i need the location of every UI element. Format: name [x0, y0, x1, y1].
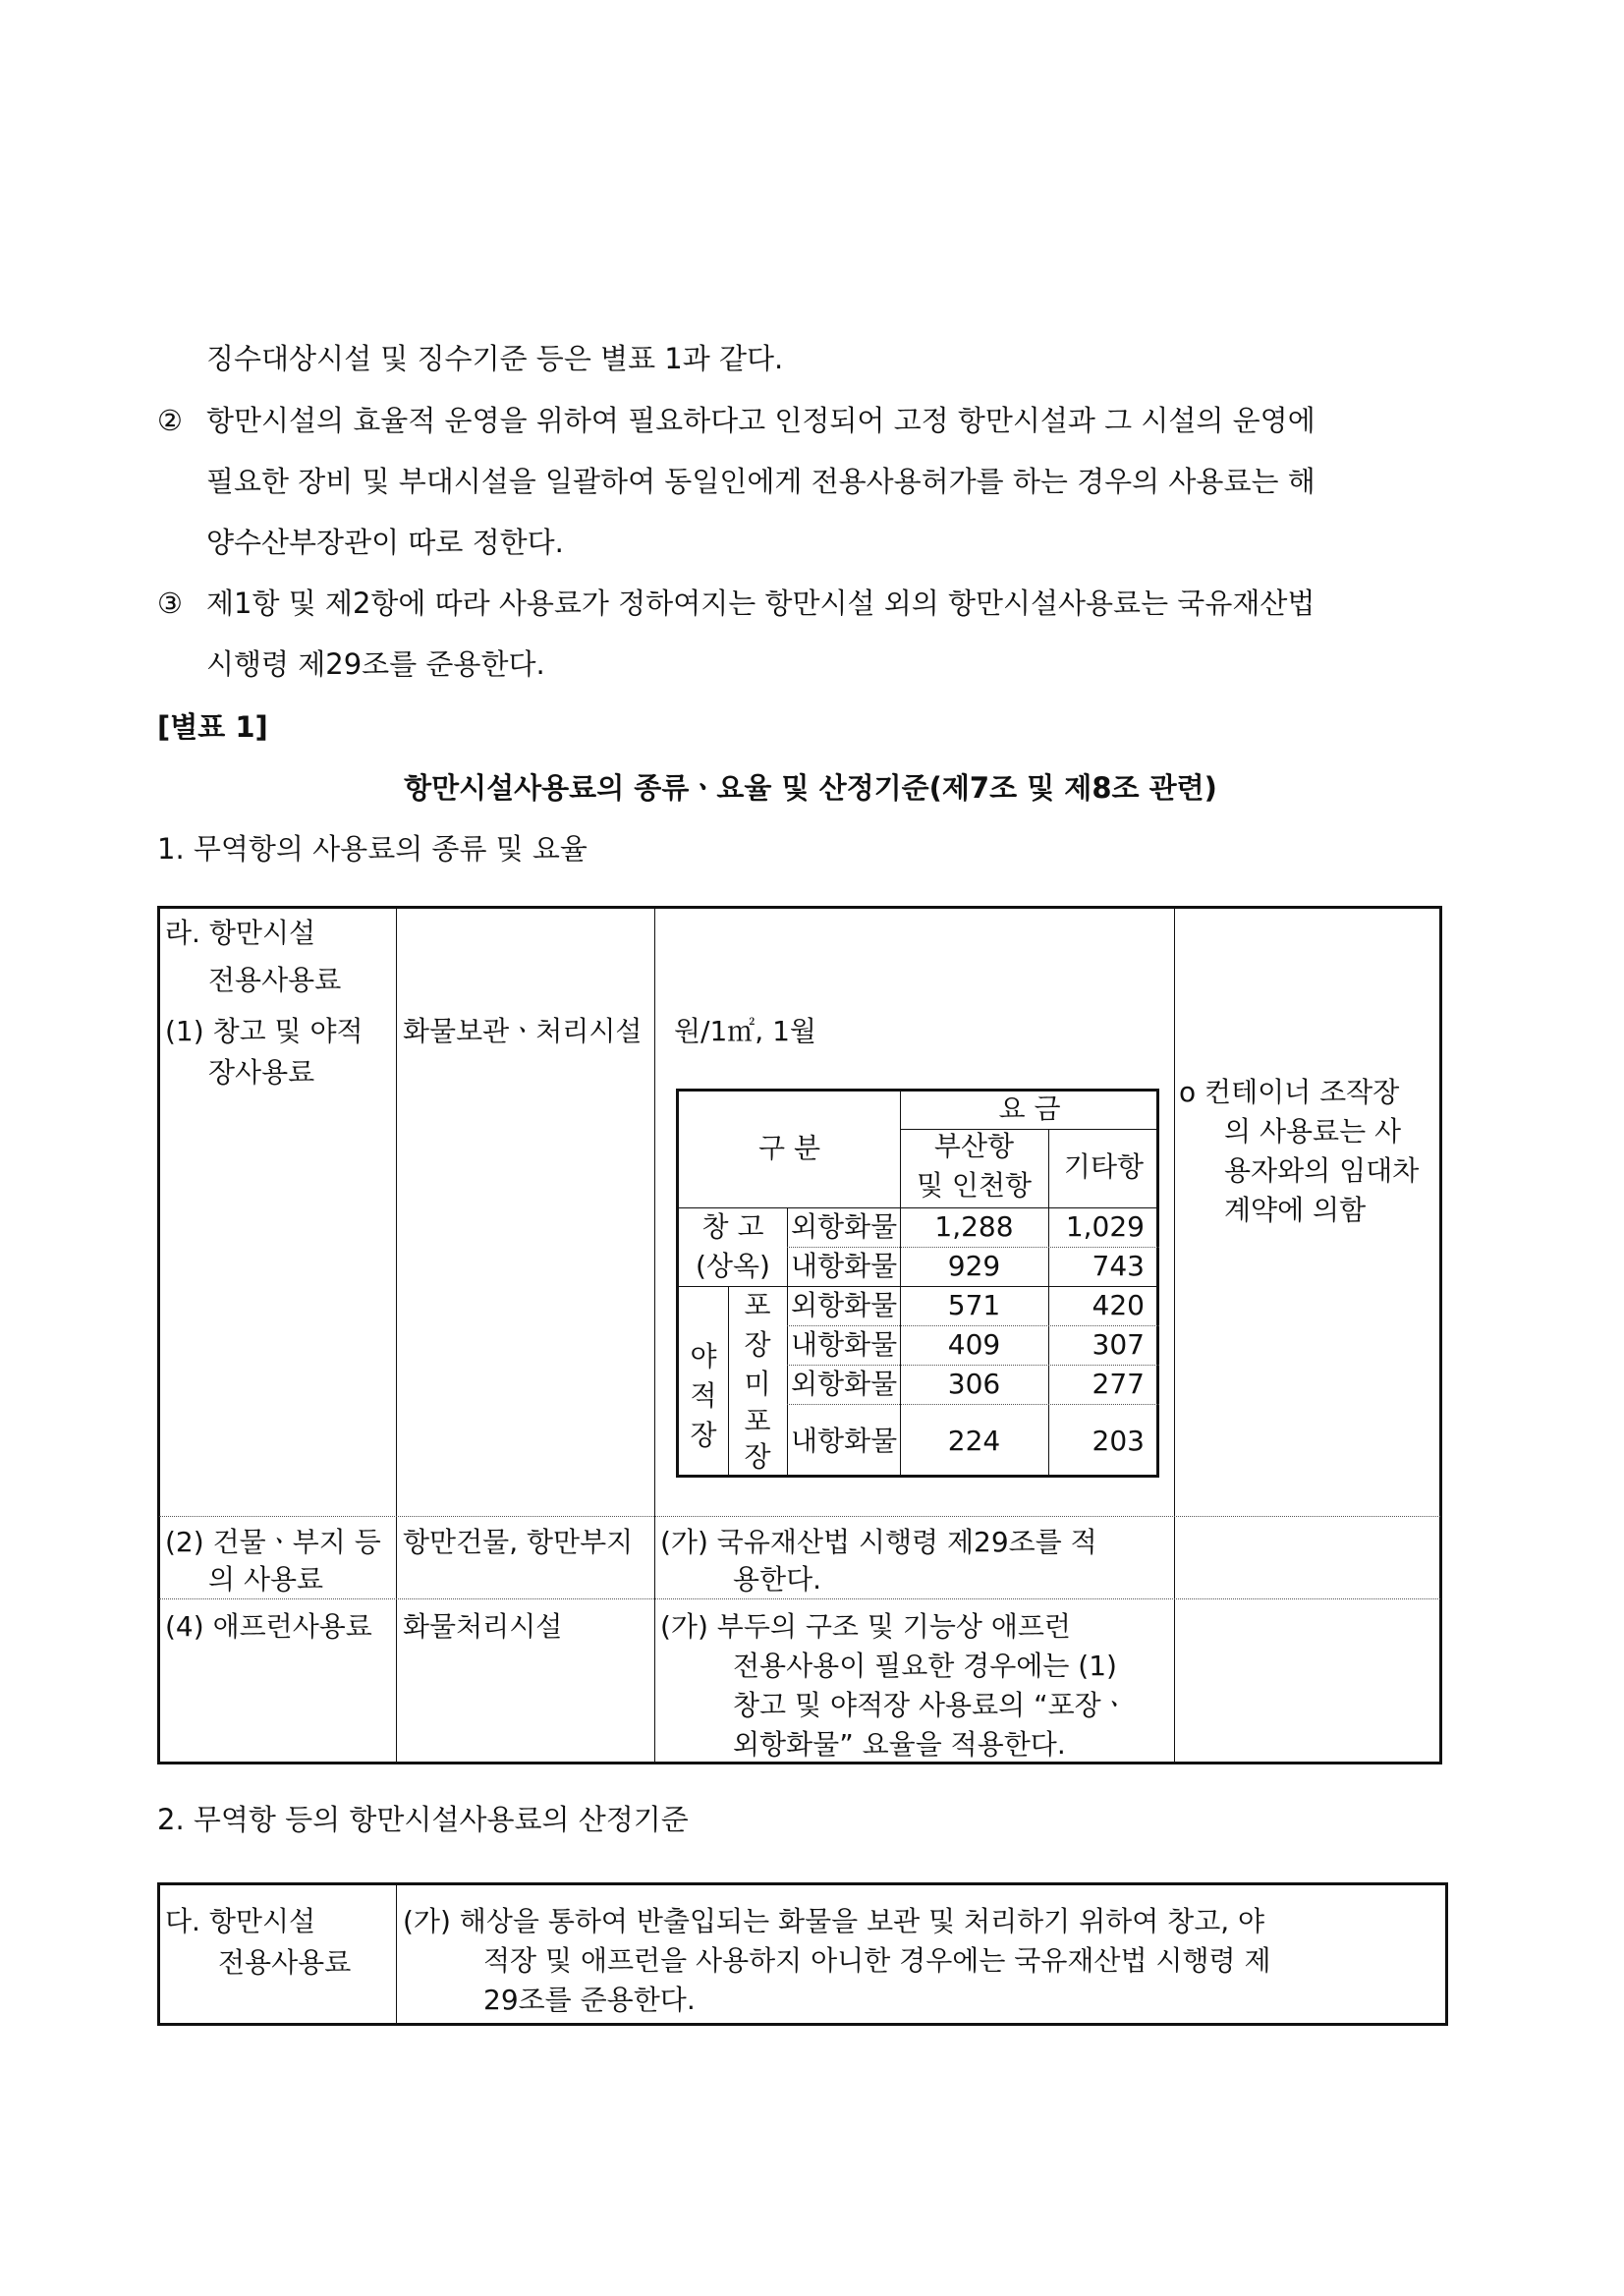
yard-label-line-2: 적	[690, 1379, 717, 1412]
rate-other-value: 277	[1092, 1368, 1145, 1400]
rate-header-category: 구 분	[758, 1132, 820, 1164]
rate-cargo-type: 내항화물	[791, 1328, 898, 1361]
row3-facility: 화물처리시설	[403, 1610, 563, 1643]
rate-busan-value: 224	[947, 1425, 1001, 1457]
rate-cargo-type: 외항화물	[791, 1368, 898, 1400]
rate-header-other-ports: 기타항	[1063, 1150, 1145, 1183]
row1-facility: 화물보관ㆍ처리시설	[403, 1015, 643, 1047]
rate-table	[676, 1089, 1159, 1478]
rate-other-value: 1,029	[1065, 1210, 1145, 1243]
warehouse-label-line-2: (상옥)	[696, 1250, 770, 1282]
rate-busan-value: 929	[947, 1250, 1001, 1282]
row3-description-line-3: 창고 및 야적장 사용료의 “포장ㆍ	[733, 1689, 1128, 1721]
paragraph-2-line-3: 양수산부장관이 따로 정한다.	[206, 526, 564, 559]
criteria-description-line-1: (가) 해상을 통하여 반출입되는 화물을 보관 및 처리하기 위하여 창고, 야	[403, 1905, 1265, 1937]
rate-header-busan-line-2: 및 인천항	[916, 1169, 1033, 1202]
table-column-divider	[1174, 906, 1175, 1764]
rate-header-fee: 요 금	[998, 1092, 1061, 1125]
packed-label-line-2: 장	[744, 1328, 771, 1361]
paragraph-3-line-1: 제1항 및 제2항에 따라 사용료가 정하여지는 항만시설 외의 항만시설사용료는 국유재산법	[206, 587, 1316, 620]
row1-note-line-1: o 컨테이너 조작장	[1179, 1076, 1400, 1108]
rate-other-value: 743	[1092, 1250, 1145, 1282]
rate-other-value: 420	[1092, 1289, 1145, 1321]
rate-cargo-type: 외항화물	[791, 1289, 898, 1321]
paragraph-3-marker: ③	[157, 587, 183, 620]
warehouse-label-line-1: 창 고	[701, 1210, 764, 1243]
row3-description-line-1: (가) 부두의 구조 및 기능상 애프런	[660, 1610, 1071, 1643]
yard-label-line-3: 장	[690, 1419, 717, 1451]
criteria-description-line-2: 적장 및 애프런을 사용하지 아니한 경우에는 국유재산법 시행령 제	[483, 1944, 1271, 1977]
table-column-divider	[396, 906, 397, 1764]
rate-busan-value: 306	[947, 1368, 1001, 1400]
row1-category-line-1: 라. 항만시설	[165, 917, 316, 949]
paragraph-1: 징수대상시설 및 징수기준 등은 별표 1과 같다.	[206, 342, 784, 375]
row3-description-line-2: 전용사용이 필요한 경우에는 (1)	[733, 1650, 1117, 1682]
rate-busan-value: 409	[947, 1328, 1001, 1361]
unpacked-label-line-2: 포	[744, 1405, 771, 1437]
row2-facility: 항만건물, 항만부지	[403, 1526, 634, 1558]
paragraph-2-line-1: 항만시설의 효율적 운영을 위하여 필요하다고 인정되어 고정 항만시설과 그 시설의 운영에	[206, 404, 1316, 437]
row1-unit: 원/1㎡, 1월	[674, 1015, 816, 1047]
row2-category-line-2: 의 사용료	[208, 1563, 324, 1596]
row2-category-line-1: (2) 건물ㆍ부지 등	[165, 1526, 381, 1558]
rate-other-value: 307	[1092, 1328, 1145, 1361]
rate-cargo-type: 내항화물	[791, 1425, 898, 1457]
rate-other-value: 203	[1092, 1425, 1145, 1457]
section-1-title: 1. 무역항의 사용료의 종류 및 요율	[157, 832, 588, 866]
packed-label-line-1: 포	[744, 1289, 771, 1321]
row2-description-line-2: 용한다.	[733, 1563, 822, 1596]
rate-cargo-type: 내항화물	[791, 1250, 898, 1282]
row1-note-line-2: 의 사용료는 사	[1224, 1115, 1402, 1148]
rate-cargo-type: 외항화물	[791, 1210, 898, 1243]
row2-description-line-1: (가) 국유재산법 시행령 제29조를 적	[660, 1526, 1097, 1558]
unpacked-label-line-3: 장	[744, 1440, 771, 1473]
criteria-description-line-3: 29조를 준용한다.	[483, 1984, 696, 2016]
rate-busan-value: 1,288	[934, 1210, 1014, 1243]
annex-label: [별표 1]	[157, 710, 268, 744]
yard-label-line-1: 야	[690, 1340, 717, 1372]
table-column-divider	[396, 1882, 397, 2026]
row1-note-line-4: 계약에 의함	[1224, 1194, 1367, 1226]
row3-description-line-4: 외항화물” 요율을 적용한다.	[733, 1728, 1066, 1761]
section-2-title: 2. 무역항 등의 항만시설사용료의 산정기준	[157, 1803, 689, 1836]
row1-category-line-4: 장사용료	[208, 1056, 315, 1089]
annex-title: 항만시설사용료의 종류ㆍ요율 및 산정기준(제7조 및 제8조 관련)	[404, 771, 1217, 805]
rate-busan-value: 571	[947, 1289, 1001, 1321]
row1-note-line-3: 용자와의 임대차	[1224, 1154, 1420, 1187]
criteria-category-line-1: 다. 항만시설	[165, 1905, 316, 1937]
row3-category: (4) 애프런사용료	[165, 1610, 372, 1643]
table-column-divider	[654, 906, 655, 1764]
criteria-category-line-2: 전용사용료	[218, 1946, 352, 1979]
table-row-divider	[159, 1516, 1440, 1517]
paragraph-3-line-2: 시행령 제29조를 준용한다.	[206, 647, 545, 681]
row1-category-line-3: (1) 창고 및 야적	[165, 1015, 364, 1047]
rate-header-busan-line-1: 부산항	[933, 1130, 1015, 1162]
paragraph-2-line-2: 필요한 장비 및 부대시설을 일괄하여 동일인에게 전용사용허가를 하는 경우의 사용료는 해	[206, 465, 1316, 498]
paragraph-2-marker: ②	[157, 404, 183, 437]
row1-category-line-2: 전용사용료	[208, 964, 342, 996]
unpacked-label-line-1: 미	[744, 1368, 771, 1400]
